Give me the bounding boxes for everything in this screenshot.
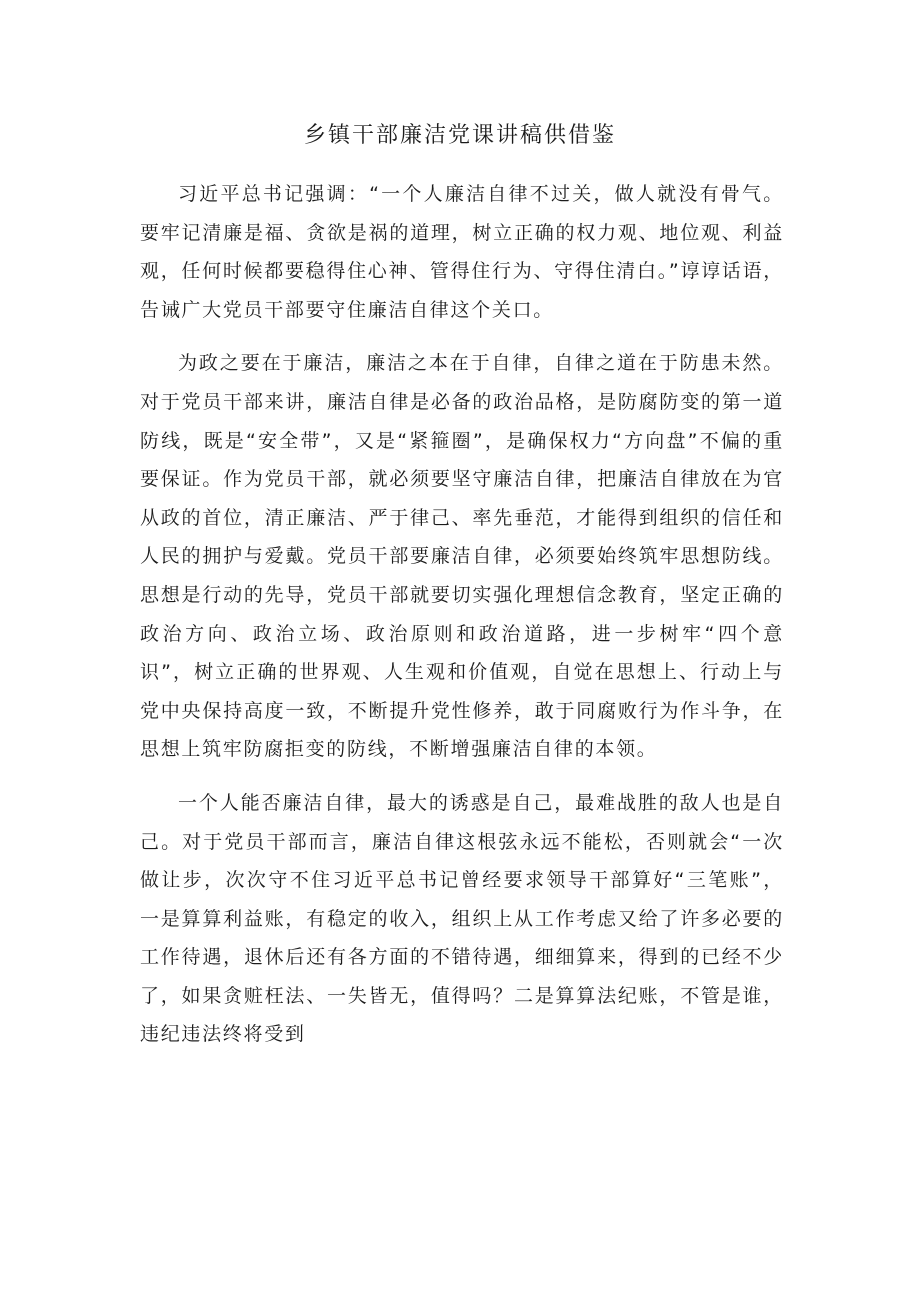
document-title: 乡镇干部廉洁党课讲稿供借鉴 xyxy=(303,123,616,148)
paragraph-3: 一个人能否廉洁自律，最大的诱惑是自己，最难战胜的敌人也是自己。对于党员干部而言，廉洁自律这根弦永远不能松，否则就会“一次做让步，次次守不住习近平总书记曾经要求领导干部算好“三笔账”，一是算算利益账，有稳定的收入，组织上从工作考虑又给了许多必要的工作待遇，退休后还有各方面的不错待遇，细细算来，得到的已经不少了，如果贪赃枉法、一失皆无，值得吗？二是算算法纪账，不管是谁，违纪违法终将受到 xyxy=(140,791,784,1046)
paragraph-1: 习近平总书记强调：“一个人廉洁自律不过关，做人就没有骨气。要牢记清廉是福、贪欲是祸的道理，树立正确的权力观、地位观、利益观，任何时候都要稳得住心神、管得住行为、守得住清白。”谆谆话语，告诫广大党员干部要守住廉洁自律这个关口。 xyxy=(140,183,784,321)
paragraph-2: 为政之要在于廉洁，廉洁之本在于自律，自律之道在于防患未然。对于党员干部来讲，廉洁自律是必备的政治品格，是防腐防变的第一道防线，既是“安全带”，又是“紧箍圈”，是确保权力“方向盘”不偏的重要保证。作为党员干部，就必须要坚守廉洁自律，把廉洁自律放在为官从政的首位，清正廉洁、严于律己、率先垂范，才能得到组织的信任和人民的拥护与爱戴。党员干部要廉洁自律，必须要始终筑牢思想防线。思想是行动的先导，党员干部就要切实强化理想信念教育，坚定正确的政治方向、政治立场、政治原则和政治道路，进一步树牢“四个意识”，树立正确的世界观、人生观和价值观，自觉在思想上、行动上与党中央保持高度一致，不断提升党性修养，敢于同腐败行为作斗争，在思想上筑牢防腐拒变的防线，不断增强廉洁自律的本领。 xyxy=(140,352,784,761)
document-body xyxy=(140,175,784,1069)
